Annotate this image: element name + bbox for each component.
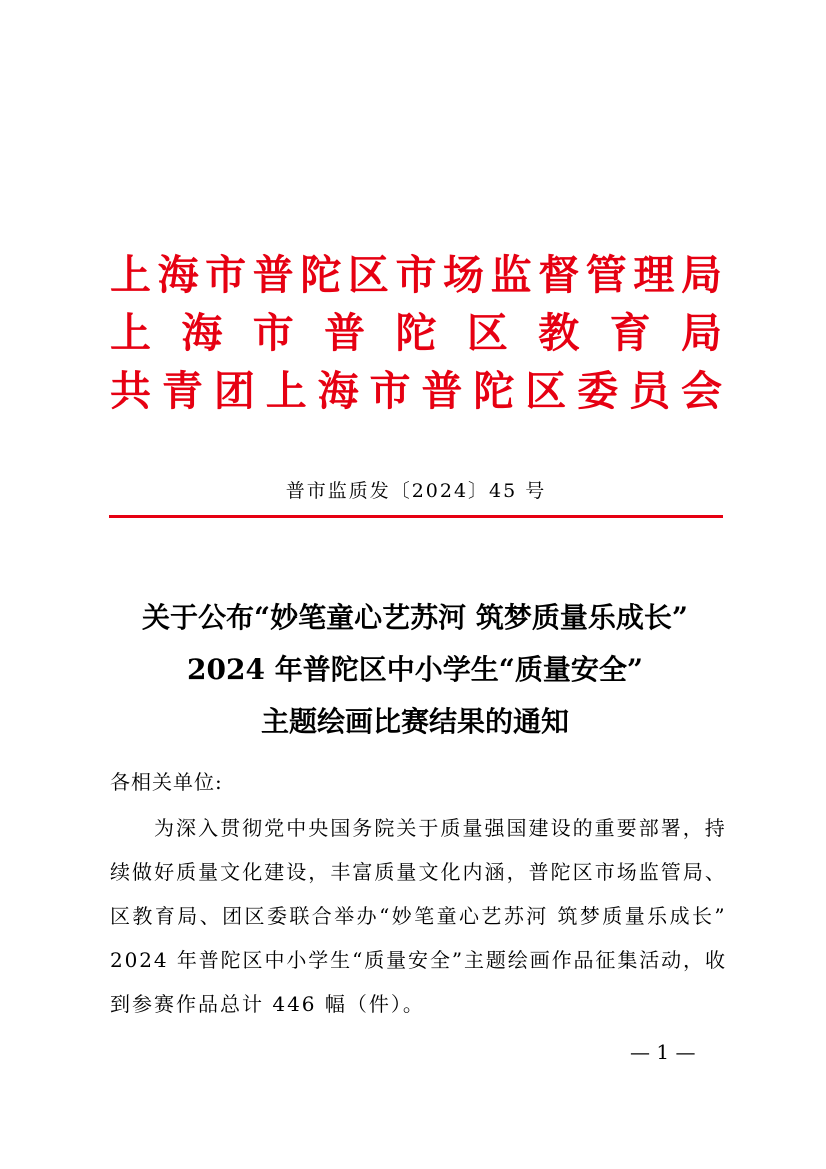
body-char: 、 [199, 904, 220, 928]
body-char: 办 [356, 904, 377, 928]
authority-char: 海 [157, 251, 199, 299]
authority-char: 市 [205, 251, 247, 299]
body-char: 童 [436, 904, 457, 928]
authority-char: 员 [629, 367, 671, 415]
authority-line-1 [110, 246, 722, 304]
body-char: 化 [440, 860, 461, 884]
body-char: ” [714, 904, 725, 928]
body-char: 彻 [242, 816, 263, 840]
body-char: 国 [330, 816, 351, 840]
body-char: 场 [616, 860, 637, 884]
document-number: 普市监质发〔2024〕45 号 [285, 480, 547, 502]
body-char: 4 [153, 948, 167, 972]
body-char: 内 [462, 860, 483, 884]
title-line-2: 2024 年普陀区中小学生“质量安全” [187, 653, 643, 686]
body-char: 于 [418, 816, 439, 840]
authority-char: 场 [443, 251, 485, 299]
body-char: 收 [704, 948, 725, 972]
authority-char: 会 [680, 367, 722, 415]
body-char [169, 938, 175, 982]
authority-char: 局 [681, 309, 722, 357]
body-char: 监 [638, 860, 659, 884]
authority-char: 市 [395, 251, 437, 299]
authority-char: 普 [421, 367, 463, 415]
body-line-5: 到参赛作品总计 446 幅（件）。 [110, 992, 425, 1016]
body-char: 市 [594, 860, 615, 884]
body-char: 重 [594, 816, 615, 840]
authority-char: 普 [252, 251, 294, 299]
body-char: 苏 [503, 904, 524, 928]
body-char: 国 [506, 816, 527, 840]
body-char: 质 [176, 860, 197, 884]
body-char: 梦 [579, 904, 600, 928]
body-char: 艺 [481, 904, 502, 928]
body-char: 丰 [330, 860, 351, 884]
body-char: 做 [132, 860, 153, 884]
body-char: 育 [154, 904, 175, 928]
body-char: 量 [386, 948, 407, 972]
body-char: 央 [308, 816, 329, 840]
body-char: 务 [352, 816, 373, 840]
authority-char: 区 [466, 309, 508, 357]
body-char: 持 [704, 816, 725, 840]
body-char: 质 [374, 860, 395, 884]
body-char: 部 [638, 816, 659, 840]
body-char: 涵 [484, 860, 505, 884]
body-char: 陀 [550, 860, 571, 884]
authority-char: 区 [525, 367, 567, 415]
body-char: 文 [220, 860, 241, 884]
body-char: 普 [198, 948, 219, 972]
body-char: 管 [660, 860, 681, 884]
body-char: 年 [176, 948, 197, 972]
authority-char: 共 [110, 367, 151, 415]
body-char: 成 [669, 904, 690, 928]
red-divider-line [109, 515, 723, 518]
body-char: 建 [264, 860, 285, 884]
body-char: 局 [177, 904, 198, 928]
body-char: 量 [624, 904, 645, 928]
body-char: 联 [289, 904, 310, 928]
body-char: 入 [198, 816, 219, 840]
authority-char: 海 [181, 309, 223, 357]
body-char: 质 [602, 904, 623, 928]
body-char: 0 [124, 948, 138, 972]
body-char: 陀 [220, 948, 241, 972]
body-char: 区 [242, 948, 263, 972]
document-title [100, 592, 730, 748]
body-char: 量 [396, 860, 417, 884]
title-line-1: 关于公布“妙笔童心艺苏河 筑梦质量乐成长” [142, 601, 688, 634]
authority-char: 理 [633, 251, 675, 299]
authority-char: 督 [538, 251, 580, 299]
body-char: 普 [528, 860, 549, 884]
authority-char: 陀 [473, 367, 515, 415]
body-char: ， [683, 948, 704, 972]
body-char: 集 [617, 948, 638, 972]
body-char: 量 [462, 816, 483, 840]
body-char: 富 [352, 860, 373, 884]
body-char: 小 [286, 948, 307, 972]
authority-char: 监 [490, 251, 532, 299]
body-char: “ [379, 904, 390, 928]
body-char: 绘 [507, 948, 528, 972]
body-char: 教 [132, 904, 153, 928]
authority-char: 市 [252, 309, 294, 357]
body-char: 2 [139, 948, 153, 972]
body-char: 2 [110, 948, 123, 972]
authority-char: 区 [347, 251, 389, 299]
body-char: 作 [551, 948, 572, 972]
authority-char: 育 [609, 309, 651, 357]
body-char: 局 [682, 860, 703, 884]
body-char: 质 [364, 948, 385, 972]
body-char: 署 [660, 816, 681, 840]
body-char: 中 [286, 816, 307, 840]
body-char: 量 [198, 860, 219, 884]
body-char: 安 [408, 948, 429, 972]
body-char: 委 [266, 904, 287, 928]
body-char: 质 [440, 816, 461, 840]
body-paragraph [110, 806, 725, 1026]
body-char: 区 [110, 904, 130, 928]
body-char: 妙 [391, 904, 412, 928]
body-char: 设 [286, 860, 307, 884]
body-char: 品 [573, 948, 594, 972]
authority-char: 陀 [395, 309, 437, 357]
authority-char: 教 [538, 309, 580, 357]
body-char: 深 [176, 816, 197, 840]
authority-char: 上 [265, 367, 307, 415]
body-char [549, 894, 555, 938]
body-char: 心 [458, 904, 479, 928]
body-char: 设 [550, 816, 571, 840]
body-char: 续 [110, 860, 130, 884]
body-char: 全 [429, 948, 450, 972]
body-char: 建 [528, 816, 549, 840]
body-char: 举 [334, 904, 355, 928]
page-number: — 1 — [630, 1040, 696, 1064]
body-char: 学 [308, 948, 329, 972]
body-char: 生 [330, 948, 351, 972]
body-char: 征 [595, 948, 616, 972]
body-char: 文 [418, 860, 439, 884]
authority-char: 上 [110, 251, 151, 299]
body-char: 区 [572, 860, 593, 884]
body-char: 贯 [220, 816, 241, 840]
body-char: 笔 [414, 904, 435, 928]
authority-char: 市 [369, 367, 411, 415]
authority-line-2 [110, 304, 722, 362]
body-char: 活 [639, 948, 660, 972]
body-line-1 [110, 806, 725, 850]
body-char: 关 [396, 816, 417, 840]
body-char: ， [308, 860, 329, 884]
issuing-authorities [110, 246, 722, 420]
body-char: 为 [154, 816, 174, 840]
authority-char: 委 [577, 367, 619, 415]
body-char: 团 [222, 904, 243, 928]
body-line-4 [110, 938, 725, 982]
authority-char: 团 [213, 367, 255, 415]
authority-char: 海 [317, 367, 359, 415]
body-char: 区 [244, 904, 265, 928]
authority-line-3 [110, 362, 722, 420]
body-char: 动 [661, 948, 682, 972]
body-char: 主 [463, 948, 484, 972]
body-char: 题 [485, 948, 506, 972]
body-char: 乐 [647, 904, 668, 928]
body-char: 河 [526, 904, 547, 928]
authority-char: 局 [680, 251, 722, 299]
body-char: 的 [572, 816, 593, 840]
body-char: ， [682, 816, 703, 840]
body-line-2 [110, 850, 725, 894]
body-char: 党 [264, 816, 285, 840]
authority-char: 普 [324, 309, 366, 357]
body-char: 合 [311, 904, 332, 928]
body-char: “ [352, 948, 363, 972]
body-char: 、 [704, 860, 725, 884]
authority-char: 青 [161, 367, 203, 415]
body-char: ， [506, 860, 527, 884]
authority-char: 陀 [300, 251, 342, 299]
body-char: 中 [264, 948, 285, 972]
body-char: 好 [154, 860, 175, 884]
body-line-3 [110, 894, 725, 938]
body-char: 强 [484, 816, 505, 840]
title-line-3: 主题绘画比赛结果的通知 [260, 705, 569, 738]
authority-char: 上 [110, 309, 151, 357]
body-char: 化 [242, 860, 263, 884]
body-char: ” [451, 948, 463, 972]
body-char: 长 [691, 904, 712, 928]
body-char: 院 [374, 816, 395, 840]
body-char: 画 [529, 948, 550, 972]
body-char: 筑 [557, 904, 578, 928]
salutation: 各相关单位: [110, 770, 223, 794]
body-char: 要 [616, 816, 637, 840]
authority-char: 管 [585, 251, 627, 299]
